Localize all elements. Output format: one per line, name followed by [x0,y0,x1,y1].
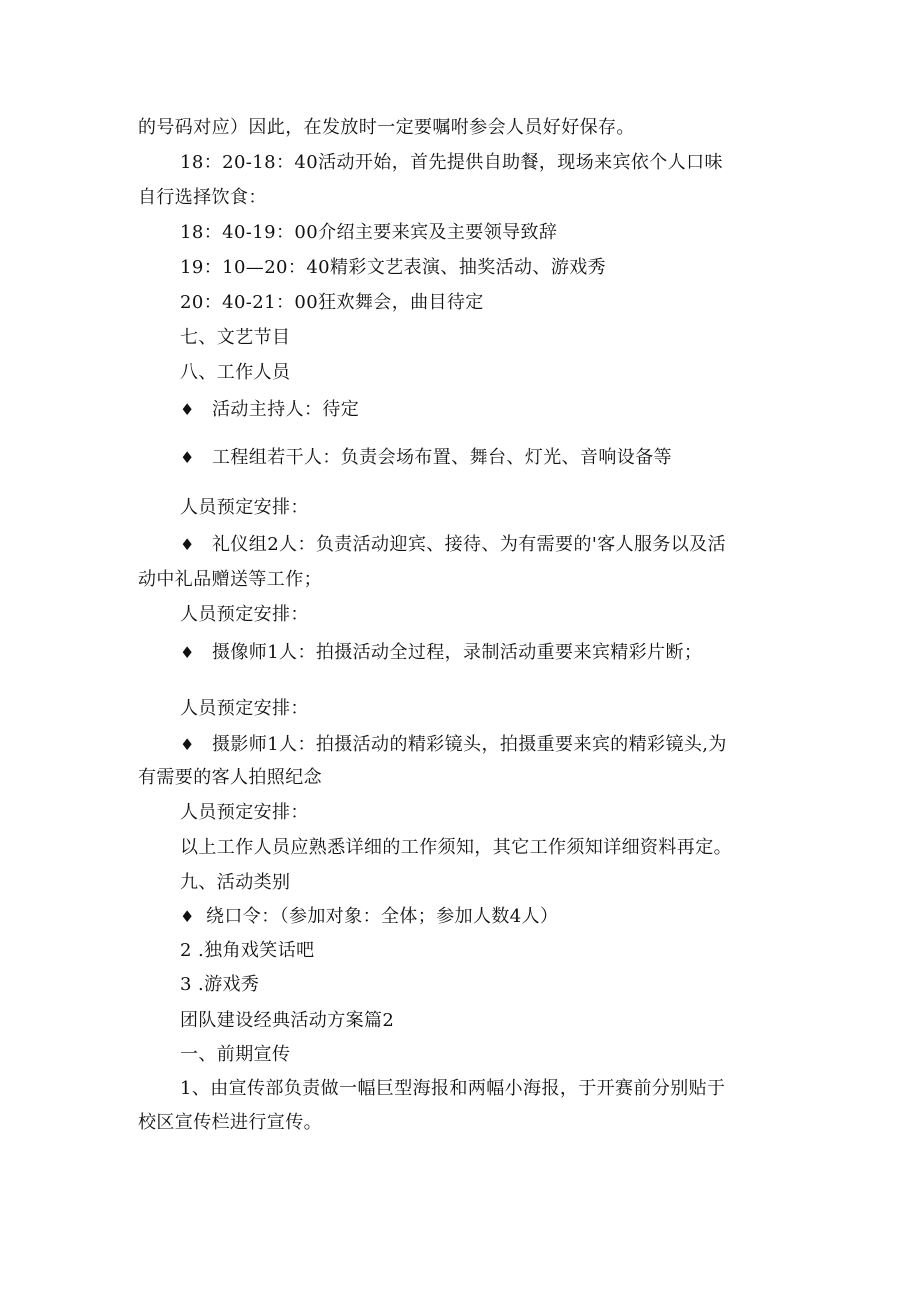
diamond-bullet-icon: ♦ [180,735,195,754]
text-line: 自行选择饮食： [138,187,267,208]
text-line: 人员预定安排： [180,802,309,823]
bullet-text: 摄影师1人：拍摄活动的精彩镜头，拍摄重要来宾的精彩镜头,为 [212,734,727,755]
bullet-text: 绕口令：（参加对象：全体；参加人数4人） [206,906,559,927]
text-line: 20：40-21：00狂欢舞会，曲目待定 [180,292,484,313]
bullet-text: 活动主持人：待定 [212,399,360,420]
diamond-bullet-icon: ♦ [180,448,195,467]
text-line: 人员预定安排： [180,604,309,625]
section-heading: 七、文艺节目 [180,327,291,348]
diamond-bullet-icon: ♦ [180,643,195,662]
list-item: 3 .游戏秀 [180,974,260,995]
text-line: 有需要的客人拍照纪念 [138,767,322,788]
bullet-text: 摄像师1人：拍摄活动全过程，录制活动重要来宾精彩片断； [212,642,703,663]
bullet-text: 工程组若干人：负责会场布置、舞台、灯光、音响设备等 [212,447,672,468]
text-line: 18：20-18：40活动开始，首先提供自助餐，现场来宾依个人口味 [180,152,723,173]
text-line: 人员预定安排： [180,698,309,719]
text-line: 校区宣传栏进行宣传。 [138,1112,322,1133]
bullet-item [180,905,558,929]
bullet-item [180,533,726,557]
diamond-bullet-icon: ♦ [180,907,195,926]
text-line: 以上工作人员应熟悉详细的工作须知，其它工作须知详细资料再定。 [180,837,732,858]
diamond-bullet-icon: ♦ [180,535,195,554]
section-heading: 八、工作人员 [180,362,291,383]
text-line: 18：40-19：00介绍主要来宾及主要领导致辞 [180,222,558,243]
text-line: 19：10—20：40精彩文艺表演、抽奖活动、游戏秀 [180,257,607,278]
bullet-item [180,446,672,470]
text-line: 1、由宣传部负责做一幅巨型海报和两幅小海报，于开赛前分别贴于 [180,1078,726,1099]
bullet-item [180,641,702,665]
text-line: 人员预定安排： [180,497,309,518]
diamond-bullet-icon: ♦ [180,400,195,419]
list-item: 2 .独角戏笑话吧 [180,940,315,961]
bullet-item [180,733,727,757]
text-line: 动中礼品赠送等工作； [138,569,322,590]
text-line: 的号码对应）因此，在发放时一定要嘱咐参会人员好好保存。 [138,117,635,138]
section-heading: 九、活动类别 [180,872,291,893]
bullet-item [180,398,359,422]
section-heading: 一、前期宣传 [180,1044,291,1065]
section-title: 团队建设经典活动方案篇2 [180,1010,395,1031]
bullet-text: 礼仪组2人：负责活动迎宾、接待、为有需要的'客人服务以及活 [212,534,726,555]
